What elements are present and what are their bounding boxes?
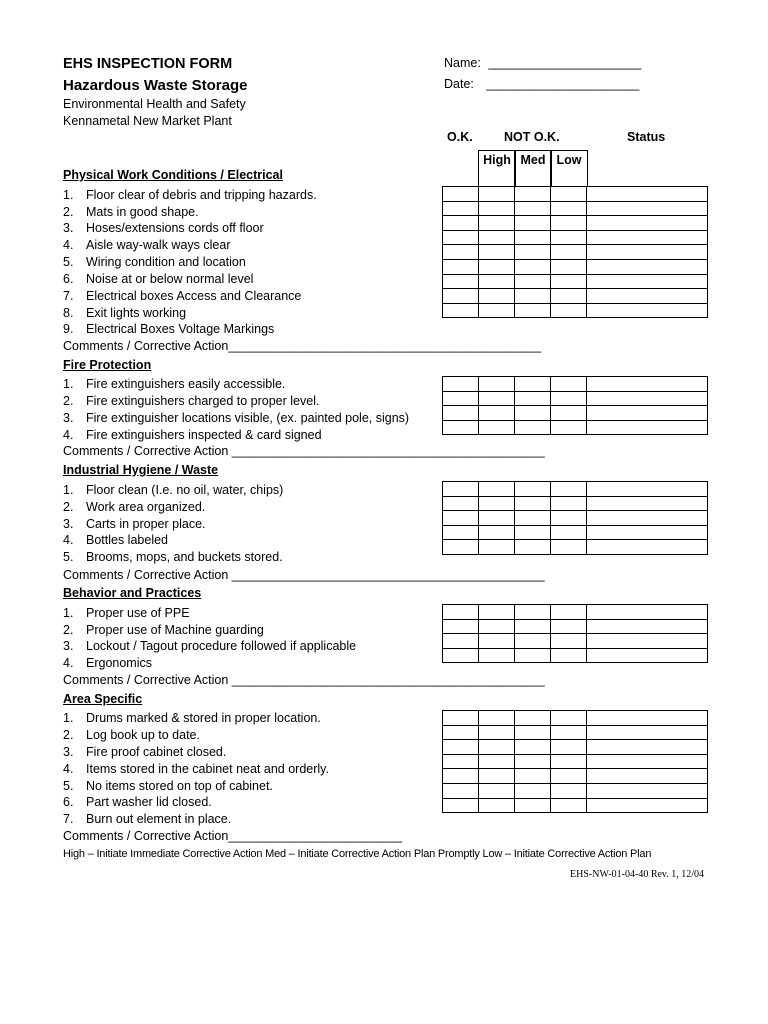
high-cell[interactable] [479, 289, 515, 304]
status-cell[interactable] [587, 482, 708, 497]
col-med-header: Med [514, 150, 552, 187]
ok-cell[interactable] [443, 245, 479, 260]
low-cell[interactable] [551, 259, 587, 274]
checklist-item: 6. Noise at or below normal level [63, 272, 254, 286]
checklist-item: 5. Wiring condition and location [63, 255, 246, 269]
ok-cell[interactable] [443, 201, 479, 216]
ok-cell[interactable] [443, 769, 479, 784]
low-cell[interactable] [551, 377, 587, 392]
ok-cell[interactable] [443, 420, 479, 435]
med-cell[interactable] [515, 201, 551, 216]
section-title: Physical Work Conditions / Electrical [63, 168, 283, 182]
high-cell[interactable] [479, 648, 515, 663]
high-cell[interactable] [479, 377, 515, 392]
checklist-item: 1. Floor clear of debris and tripping hazards. [63, 188, 317, 202]
med-cell[interactable] [515, 754, 551, 769]
status-cell[interactable] [587, 216, 708, 231]
high-cell[interactable] [479, 525, 515, 540]
checklist-item: 3. Fire proof cabinet closed. [63, 745, 227, 759]
high-cell[interactable] [479, 711, 515, 726]
checkbox-row [443, 725, 708, 740]
checklist-item: 2. Proper use of Machine guarding [63, 623, 264, 637]
ok-cell[interactable] [443, 496, 479, 511]
high-cell[interactable] [479, 245, 515, 260]
name-line: ______________________ [488, 56, 642, 70]
name-field[interactable] [444, 56, 641, 70]
checklist-item: 1. Fire extinguishers easily accessible. [63, 377, 286, 391]
checklist-item: 1. Drums marked & stored in proper location. [63, 711, 321, 725]
form-subtitle: Hazardous Waste Storage [63, 77, 248, 94]
low-cell[interactable] [551, 482, 587, 497]
col-not-ok-header: NOT O.K. [504, 130, 560, 144]
date-label: Date: [444, 77, 474, 91]
checkbox-row [443, 274, 708, 289]
med-cell[interactable] [515, 605, 551, 620]
med-cell[interactable] [515, 525, 551, 540]
high-cell[interactable] [479, 605, 515, 620]
checkbox-row [443, 482, 708, 497]
med-cell[interactable] [515, 303, 551, 318]
low-cell[interactable] [551, 540, 587, 555]
status-cell[interactable] [587, 406, 708, 421]
ok-cell[interactable] [443, 634, 479, 649]
checkbox-row [443, 783, 708, 798]
checkbox-row [443, 511, 708, 526]
checklist-item: 3. Hoses/extensions cords off floor [63, 221, 264, 235]
low-cell[interactable] [551, 511, 587, 526]
status-cell[interactable] [587, 230, 708, 245]
checklist-item: 1. Proper use of PPE [63, 606, 190, 620]
status-cell[interactable] [587, 725, 708, 740]
med-cell[interactable] [515, 496, 551, 511]
med-cell[interactable] [515, 511, 551, 526]
high-cell[interactable] [479, 482, 515, 497]
high-cell[interactable] [479, 274, 515, 289]
high-cell[interactable] [479, 619, 515, 634]
checklist-item: 3. Fire extinguisher locations visible, (ex. painted pole, signs) [63, 411, 410, 425]
med-cell[interactable] [515, 634, 551, 649]
checkbox-row [443, 711, 708, 726]
comments-line[interactable]: Comments / Corrective Action_________________________ [63, 829, 403, 843]
high-cell[interactable] [479, 740, 515, 755]
checkbox-row [443, 496, 708, 511]
high-cell[interactable] [479, 783, 515, 798]
med-cell[interactable] [515, 259, 551, 274]
checklist-item: 2. Fire extinguishers charged to proper level. [63, 394, 320, 408]
ok-cell[interactable] [443, 216, 479, 231]
med-cell[interactable] [515, 482, 551, 497]
ok-cell[interactable] [443, 740, 479, 755]
checkbox-row [443, 230, 708, 245]
comments-line[interactable]: Comments / Corrective Action _____________________________________________ [63, 568, 545, 582]
high-cell[interactable] [479, 725, 515, 740]
checklist-item: 2. Log book up to date. [63, 728, 200, 742]
high-cell[interactable] [479, 769, 515, 784]
checkbox-row [443, 187, 708, 202]
checkbox-row [443, 769, 708, 784]
date-field[interactable] [444, 77, 639, 91]
status-cell[interactable] [587, 201, 708, 216]
med-cell[interactable] [515, 391, 551, 406]
ok-cell[interactable] [443, 798, 479, 813]
low-cell[interactable] [551, 769, 587, 784]
ok-cell[interactable] [443, 289, 479, 304]
med-cell[interactable] [515, 798, 551, 813]
med-cell[interactable] [515, 274, 551, 289]
med-cell[interactable] [515, 377, 551, 392]
status-cell[interactable] [587, 648, 708, 663]
low-cell[interactable] [551, 634, 587, 649]
low-cell[interactable] [551, 783, 587, 798]
ok-cell[interactable] [443, 391, 479, 406]
checklist-item: 4. Items stored in the cabinet neat and orderly. [63, 762, 329, 776]
col-low-header: Low [550, 150, 588, 187]
med-cell[interactable] [515, 245, 551, 260]
checklist-item: 4. Fire extinguishers inspected & card signed [63, 428, 322, 442]
ok-cell[interactable] [443, 783, 479, 798]
med-cell[interactable] [515, 769, 551, 784]
checklist-item: 3. Lockout / Tagout procedure followed if applicable [63, 639, 357, 653]
ok-cell[interactable] [443, 259, 479, 274]
status-cell[interactable] [587, 605, 708, 620]
document-number: EHS-NW-01-04-40 Rev. 1, 12/04 [570, 869, 705, 880]
low-cell[interactable] [551, 201, 587, 216]
section-title: Area Specific [63, 692, 143, 706]
status-cell[interactable] [587, 798, 708, 813]
status-cell[interactable] [587, 511, 708, 526]
form-title: EHS INSPECTION FORM [63, 56, 233, 72]
status-cell[interactable] [587, 619, 708, 634]
low-cell[interactable] [551, 798, 587, 813]
ok-cell[interactable] [443, 725, 479, 740]
med-cell[interactable] [515, 187, 551, 202]
checkbox-grid[interactable] [442, 376, 708, 435]
checkbox-row [443, 259, 708, 274]
date-line: ______________________ [486, 77, 640, 91]
med-cell[interactable] [515, 783, 551, 798]
checkbox-grid[interactable] [442, 186, 708, 318]
ok-cell[interactable] [443, 230, 479, 245]
low-cell[interactable] [551, 391, 587, 406]
status-cell[interactable] [587, 540, 708, 555]
priority-legend: High – Initiate Immediate Corrective Action Med – Initiate Corrective Action Plan Promptly Low – Initiate Corrective Action Plan [63, 848, 652, 860]
checklist-item: 5. Brooms, mops, and buckets stored. [63, 550, 283, 564]
high-cell[interactable] [479, 496, 515, 511]
low-cell[interactable] [551, 725, 587, 740]
ok-cell[interactable] [443, 754, 479, 769]
section-title: Behavior and Practices [63, 586, 202, 600]
checkbox-row [443, 406, 708, 421]
med-cell[interactable] [515, 540, 551, 555]
checkbox-row [443, 245, 708, 260]
high-cell[interactable] [479, 230, 515, 245]
status-cell[interactable] [587, 525, 708, 540]
high-cell[interactable] [479, 634, 515, 649]
checkbox-grid[interactable] [442, 481, 708, 555]
high-cell[interactable] [479, 391, 515, 406]
checkbox-row [443, 216, 708, 231]
high-cell[interactable] [479, 216, 515, 231]
high-cell[interactable] [479, 303, 515, 318]
med-cell[interactable] [515, 648, 551, 663]
high-cell[interactable] [479, 754, 515, 769]
status-cell[interactable] [587, 274, 708, 289]
checklist-item: 7. Electrical boxes Access and Clearance [63, 289, 302, 303]
status-cell[interactable] [587, 740, 708, 755]
ok-cell[interactable] [443, 648, 479, 663]
checklist-item: 2. Work area organized. [63, 500, 206, 514]
status-cell[interactable] [587, 391, 708, 406]
checkbox-grid[interactable] [442, 710, 708, 813]
ok-cell[interactable] [443, 511, 479, 526]
status-cell[interactable] [587, 634, 708, 649]
high-cell[interactable] [479, 259, 515, 274]
checkbox-row [443, 540, 708, 555]
med-cell[interactable] [515, 406, 551, 421]
status-cell[interactable] [587, 783, 708, 798]
low-cell[interactable] [551, 216, 587, 231]
low-cell[interactable] [551, 303, 587, 318]
plant-name: Kennametal New Market Plant [63, 114, 232, 128]
checkbox-row [443, 740, 708, 755]
col-high-header: High [478, 150, 516, 187]
status-cell[interactable] [587, 769, 708, 784]
section-title: Industrial Hygiene / Waste [63, 463, 219, 477]
ok-cell[interactable] [443, 540, 479, 555]
checklist-item: 1. Floor clean (I.e. no oil, water, chips) [63, 483, 284, 497]
checkbox-row [443, 201, 708, 216]
low-cell[interactable] [551, 525, 587, 540]
checklist-item: 7. Burn out element in place. [63, 812, 232, 826]
checklist-item: 6. Part washer lid closed. [63, 795, 212, 809]
med-cell[interactable] [515, 711, 551, 726]
med-cell[interactable] [515, 230, 551, 245]
status-cell[interactable] [587, 711, 708, 726]
status-cell[interactable] [587, 377, 708, 392]
ok-cell[interactable] [443, 406, 479, 421]
comments-line[interactable]: Comments / Corrective Action _____________________________________________ [63, 673, 545, 687]
ok-cell[interactable] [443, 187, 479, 202]
low-cell[interactable] [551, 711, 587, 726]
checkbox-grid[interactable] [442, 604, 708, 663]
high-cell[interactable] [479, 201, 515, 216]
col-ok-header: O.K. [447, 130, 473, 144]
low-cell[interactable] [551, 406, 587, 421]
med-cell[interactable] [515, 420, 551, 435]
low-cell[interactable] [551, 740, 587, 755]
low-cell[interactable] [551, 420, 587, 435]
status-cell[interactable] [587, 187, 708, 202]
checklist-item: 3. Carts in proper place. [63, 517, 206, 531]
low-cell[interactable] [551, 187, 587, 202]
med-cell[interactable] [515, 725, 551, 740]
status-cell[interactable] [587, 245, 708, 260]
checkbox-row [443, 798, 708, 813]
checkbox-row [443, 303, 708, 318]
ok-cell[interactable] [443, 303, 479, 318]
department: Environmental Health and Safety [63, 97, 246, 111]
high-cell[interactable] [479, 406, 515, 421]
checkbox-row [443, 420, 708, 435]
checklist-item: 2. Mats in good shape. [63, 205, 199, 219]
checkbox-row [443, 391, 708, 406]
checkbox-row [443, 619, 708, 634]
comments-line[interactable]: Comments / Corrective Action _____________________________________________ [63, 444, 545, 458]
low-cell[interactable] [551, 230, 587, 245]
checklist-item: 4. Bottles labeled [63, 533, 169, 547]
checkbox-row [443, 648, 708, 663]
low-cell[interactable] [551, 648, 587, 663]
low-cell[interactable] [551, 289, 587, 304]
low-cell[interactable] [551, 245, 587, 260]
high-cell[interactable] [479, 540, 515, 555]
low-cell[interactable] [551, 754, 587, 769]
med-cell[interactable] [515, 619, 551, 634]
high-cell[interactable] [479, 187, 515, 202]
status-cell[interactable] [587, 259, 708, 274]
ok-cell[interactable] [443, 274, 479, 289]
checkbox-row [443, 605, 708, 620]
status-cell[interactable] [587, 496, 708, 511]
checkbox-row [443, 289, 708, 304]
name-label: Name: [444, 56, 481, 70]
low-cell[interactable] [551, 274, 587, 289]
status-cell[interactable] [587, 754, 708, 769]
high-cell[interactable] [479, 511, 515, 526]
high-cell[interactable] [479, 420, 515, 435]
ok-cell[interactable] [443, 482, 479, 497]
section-title: Fire Protection [63, 358, 152, 372]
checklist-item: 4. Aisle way-walk ways clear [63, 238, 231, 252]
col-status-header: Status [627, 130, 666, 144]
checklist-item: 5. No items stored on top of cabinet. [63, 779, 273, 793]
ok-cell[interactable] [443, 525, 479, 540]
low-cell[interactable] [551, 605, 587, 620]
status-cell[interactable] [587, 420, 708, 435]
low-cell[interactable] [551, 496, 587, 511]
checkbox-row [443, 377, 708, 392]
low-cell[interactable] [551, 619, 587, 634]
med-cell[interactable] [515, 216, 551, 231]
checkbox-row [443, 525, 708, 540]
med-cell[interactable] [515, 740, 551, 755]
high-cell[interactable] [479, 798, 515, 813]
checkbox-row [443, 634, 708, 649]
status-cell[interactable] [587, 303, 708, 318]
checklist-item: 4. Ergonomics [63, 656, 152, 670]
checkbox-row [443, 754, 708, 769]
checklist-item: 9. Electrical Boxes Voltage Markings [63, 322, 275, 336]
ok-cell[interactable] [443, 605, 479, 620]
comments-line[interactable]: Comments / Corrective Action_____________________________________________ [63, 339, 542, 353]
ok-cell[interactable] [443, 619, 479, 634]
checklist-item: 8. Exit lights working [63, 306, 187, 320]
ok-cell[interactable] [443, 377, 479, 392]
med-cell[interactable] [515, 289, 551, 304]
ok-cell[interactable] [443, 711, 479, 726]
status-cell[interactable] [587, 289, 708, 304]
